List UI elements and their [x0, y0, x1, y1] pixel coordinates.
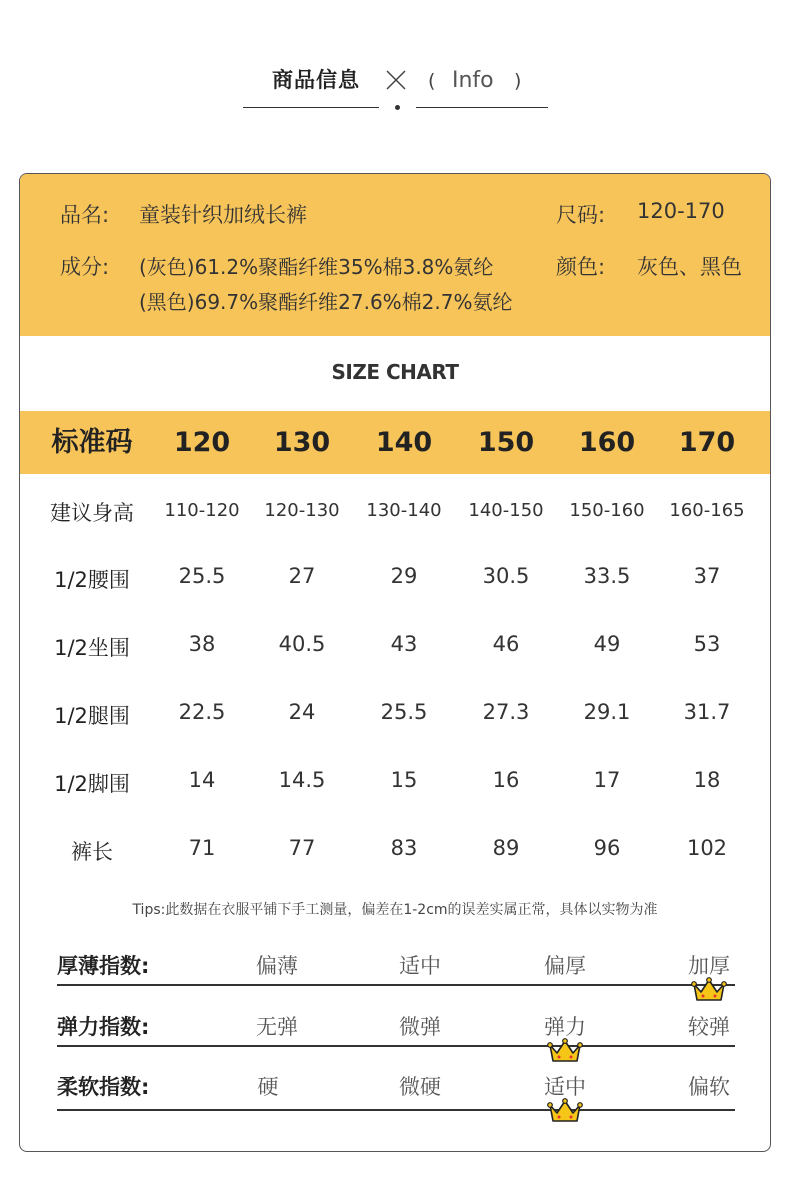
row-value: 71: [188, 836, 216, 860]
row-value: 17: [593, 768, 621, 792]
row-value: 25.5: [380, 700, 428, 724]
row-value: 31.7: [683, 700, 731, 724]
elasticity-option: 无弹: [256, 1015, 298, 1039]
row-value: 49: [593, 632, 621, 656]
paren-close: ): [514, 70, 522, 92]
elasticity-option: 弹力: [544, 1015, 586, 1039]
row-value: 37: [693, 564, 721, 588]
product-info-card: [19, 173, 771, 1152]
name-label: 品名:: [60, 203, 110, 227]
composition-label: 成分:: [60, 255, 110, 279]
size-chart-title: SIZE CHART: [331, 360, 459, 384]
row-value: 25.5: [178, 564, 226, 588]
thickness-option: 偏薄: [256, 954, 298, 978]
header-underline-right: [416, 107, 548, 108]
thickness-index-label: 厚薄指数:: [57, 954, 150, 978]
row-value: 140-150: [468, 500, 544, 521]
row-label: 1/2腰围: [54, 568, 130, 592]
row-value: 83: [390, 836, 418, 860]
size-header-cell: 120: [173, 427, 231, 458]
size-header-cell: 160: [578, 427, 636, 458]
row-value: 15: [390, 768, 418, 792]
row-value: 120-130: [264, 500, 340, 521]
crown-icon: [547, 1097, 583, 1125]
softness-option: 硬: [257, 1075, 279, 1099]
thickness-option: 加厚: [688, 954, 730, 978]
row-value: 77: [288, 836, 316, 860]
row-value: 18: [693, 768, 721, 792]
size-header-cell: 130: [273, 427, 331, 458]
paren-open: (: [428, 70, 436, 92]
softness-option: 微硬: [399, 1075, 441, 1099]
row-value: 110-120: [164, 500, 240, 521]
color-value: 灰色、黑色: [637, 255, 742, 279]
close-icon: [384, 68, 408, 92]
row-label: 裤长: [71, 840, 113, 864]
row-value: 29: [390, 564, 418, 588]
crown-icon: [691, 976, 727, 1004]
softness-scale-line: [57, 1109, 735, 1111]
color-label: 颜色:: [556, 255, 606, 279]
elasticity-scale-line: [57, 1045, 735, 1047]
row-value: 38: [188, 632, 216, 656]
row-value: 43: [390, 632, 418, 656]
row-value: 22.5: [178, 700, 226, 724]
size-value: 120-170: [637, 199, 725, 223]
elasticity-option: 较弹: [688, 1015, 730, 1039]
section-title: 商品信息: [272, 68, 360, 92]
size-label: 尺码:: [556, 203, 606, 227]
size-header-cell: 140: [375, 427, 433, 458]
row-label: 1/2脚围: [54, 772, 130, 796]
size-header-cell: 170: [678, 427, 736, 458]
composition-line-2: (黑色)69.7%聚酯纤维27.6%棉2.7%氨纶: [139, 290, 513, 314]
row-value: 102: [686, 836, 728, 860]
row-value: 33.5: [583, 564, 631, 588]
header-dot: [395, 105, 400, 110]
elasticity-option: 微弹: [399, 1015, 441, 1039]
name-value: 童装针织加绒长裤: [139, 203, 307, 227]
crown-icon: [547, 1037, 583, 1065]
row-value: 27.3: [482, 700, 530, 724]
header-underline-left: [243, 107, 379, 108]
row-value: 150-160: [569, 500, 645, 521]
row-value: 14: [188, 768, 216, 792]
row-value: 14.5: [278, 768, 326, 792]
row-value: 89: [492, 836, 520, 860]
row-value: 30.5: [482, 564, 530, 588]
thickness-scale-line: [57, 984, 735, 986]
row-label: 1/2坐围: [54, 636, 130, 660]
row-value: 24: [288, 700, 316, 724]
row-value: 29.1: [583, 700, 631, 724]
row-value: 96: [593, 836, 621, 860]
row-value: 27: [288, 564, 316, 588]
row-value: 160-165: [669, 500, 745, 521]
row-value: 40.5: [278, 632, 326, 656]
row-value: 16: [492, 768, 520, 792]
row-label: 建议身高: [50, 501, 134, 525]
softness-option: 偏软: [688, 1075, 730, 1099]
softness-index-label: 柔软指数:: [57, 1075, 150, 1099]
row-value: 46: [492, 632, 520, 656]
softness-option: 适中: [544, 1075, 586, 1099]
product-info-band: [20, 174, 770, 336]
thickness-option: 适中: [399, 954, 441, 978]
size-header-cell: 150: [477, 427, 535, 458]
row-value: 130-140: [366, 500, 442, 521]
row-value: 53: [693, 632, 721, 656]
tips-note: Tips:此数据在衣服平铺下手工测量，偏差在1-2cm的误差实属正常，具体以实物为准: [132, 902, 658, 918]
section-subtitle: Info: [452, 68, 494, 93]
size-header-row: [20, 411, 770, 474]
row-label: 1/2腿围: [54, 704, 130, 728]
elasticity-index-label: 弹力指数:: [57, 1015, 150, 1039]
size-header-label: 标准码: [51, 427, 133, 458]
composition-line-1: (灰色)61.2%聚酯纤维35%棉3.8%氨纶: [139, 255, 494, 279]
thickness-option: 偏厚: [544, 954, 586, 978]
